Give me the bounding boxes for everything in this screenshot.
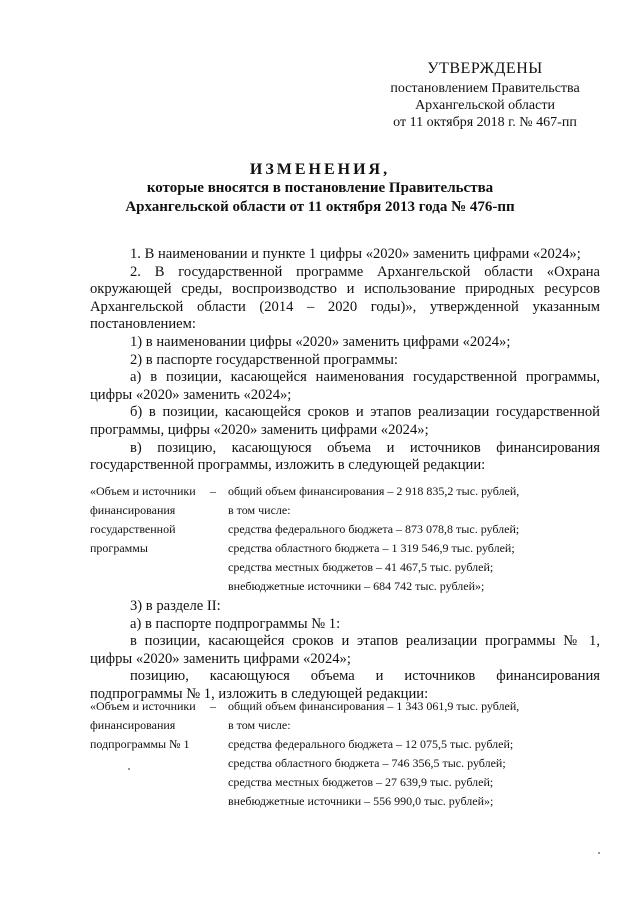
- financing-line: средства областного бюджета – 1 319 546,9 тыс. рублей;: [228, 541, 515, 555]
- financing-values: [228, 482, 608, 596]
- title-caption: ИЗМЕНЕНИЯ,: [249, 161, 391, 178]
- financing-label: «Объем и источники финансирования подпрограммы № 1: [90, 699, 196, 751]
- body-section-2: [90, 598, 600, 704]
- paragraph: позицию, касающуюся объема и источников финансирования подпрограммы № 1, изложить в следующей редакции:: [90, 668, 600, 702]
- approval-line: от 11 октября 2018 г. № 467-пп: [393, 115, 577, 130]
- paragraph: а) в позиции, касающейся наименования государственной программы, цифры «2020» заменить «2024»;: [90, 369, 600, 403]
- financing-dash: –: [210, 699, 216, 713]
- financing-line: общий объем финансирования – 2 918 835,2 тыс. рублей,: [228, 484, 520, 498]
- financing-line: внебюджетные источники – 684 742 тыс. рублей»;: [228, 579, 485, 593]
- title-line: Архангельской области от 11 октября 2013 года № 476-пп: [125, 199, 515, 215]
- approval-line: постановлением Правительства: [390, 81, 580, 96]
- paragraph: б) в позиции, касающейся сроков и этапов реализации государственной программы, цифры «2020» заменить цифрами «2024»;: [90, 404, 600, 438]
- paragraph: 1) в наименовании цифры «2020» заменить цифрами «2024»;: [130, 333, 511, 350]
- financing-line: средства федерального бюджета – 873 078,8 тыс. рублей;: [228, 522, 520, 536]
- financing-line: средства местных бюджетов – 41 467,5 тыс. рублей;: [228, 560, 494, 574]
- financing-line: в том числе:: [228, 503, 291, 517]
- approval-block: [360, 60, 610, 131]
- paragraph: 1. В наименовании и пункте 1 цифры «2020» заменить цифрами «2024»;: [130, 246, 581, 262]
- financing-values: [228, 697, 608, 811]
- paragraph: а) в паспорте подпрограммы № 1:: [130, 615, 341, 632]
- scan-speck: [598, 852, 600, 854]
- financing-label: «Объем и источники финансирования государственной программы: [90, 484, 196, 555]
- scan-speck: [128, 768, 130, 770]
- financing-line: средства областного бюджета – 746 356,5 тыс. рублей;: [228, 756, 506, 770]
- financing-dash: –: [210, 484, 216, 498]
- financing-line: в том числе:: [228, 718, 291, 732]
- financing-line: средства федерального бюджета – 12 075,5 тыс. рублей;: [228, 737, 514, 751]
- approval-line: Архангельской области: [415, 98, 555, 113]
- paragraph: 3) в разделе II:: [130, 598, 221, 614]
- paragraph: в) позицию, касающуюся объема и источников финансирования государственной программы, изложить в следующей редакции:: [90, 439, 600, 474]
- financing-line: внебюджетные источники – 556 990,0 тыс. рублей»;: [228, 794, 494, 808]
- paragraph: 2) в паспорте государственной программы:: [130, 351, 398, 368]
- paragraph: 2. В государственной программе Архангельской области «Охрана окружающей среды, воспроизводство и использование природных ресурсов Архангельской области (2014 – 2020 годы)», утвержденной указанным постановлением:: [90, 263, 600, 333]
- financing-line: общий объем финансирования – 1 343 061,9 тыс. рублей,: [228, 699, 520, 713]
- financing-line: средства местных бюджетов – 27 639,9 тыс. рублей;: [228, 775, 494, 789]
- paragraph: в позиции, касающейся сроков и этапов реализации программы № 1, цифры «2020» заменить цифрами «2024»;: [90, 633, 600, 667]
- approval-head: УТВЕРЖДЕНЫ: [427, 60, 543, 77]
- title-line: которые вносятся в постановление Правительства: [146, 180, 494, 196]
- document-title: [60, 160, 580, 217]
- body-section-1: [90, 246, 600, 475]
